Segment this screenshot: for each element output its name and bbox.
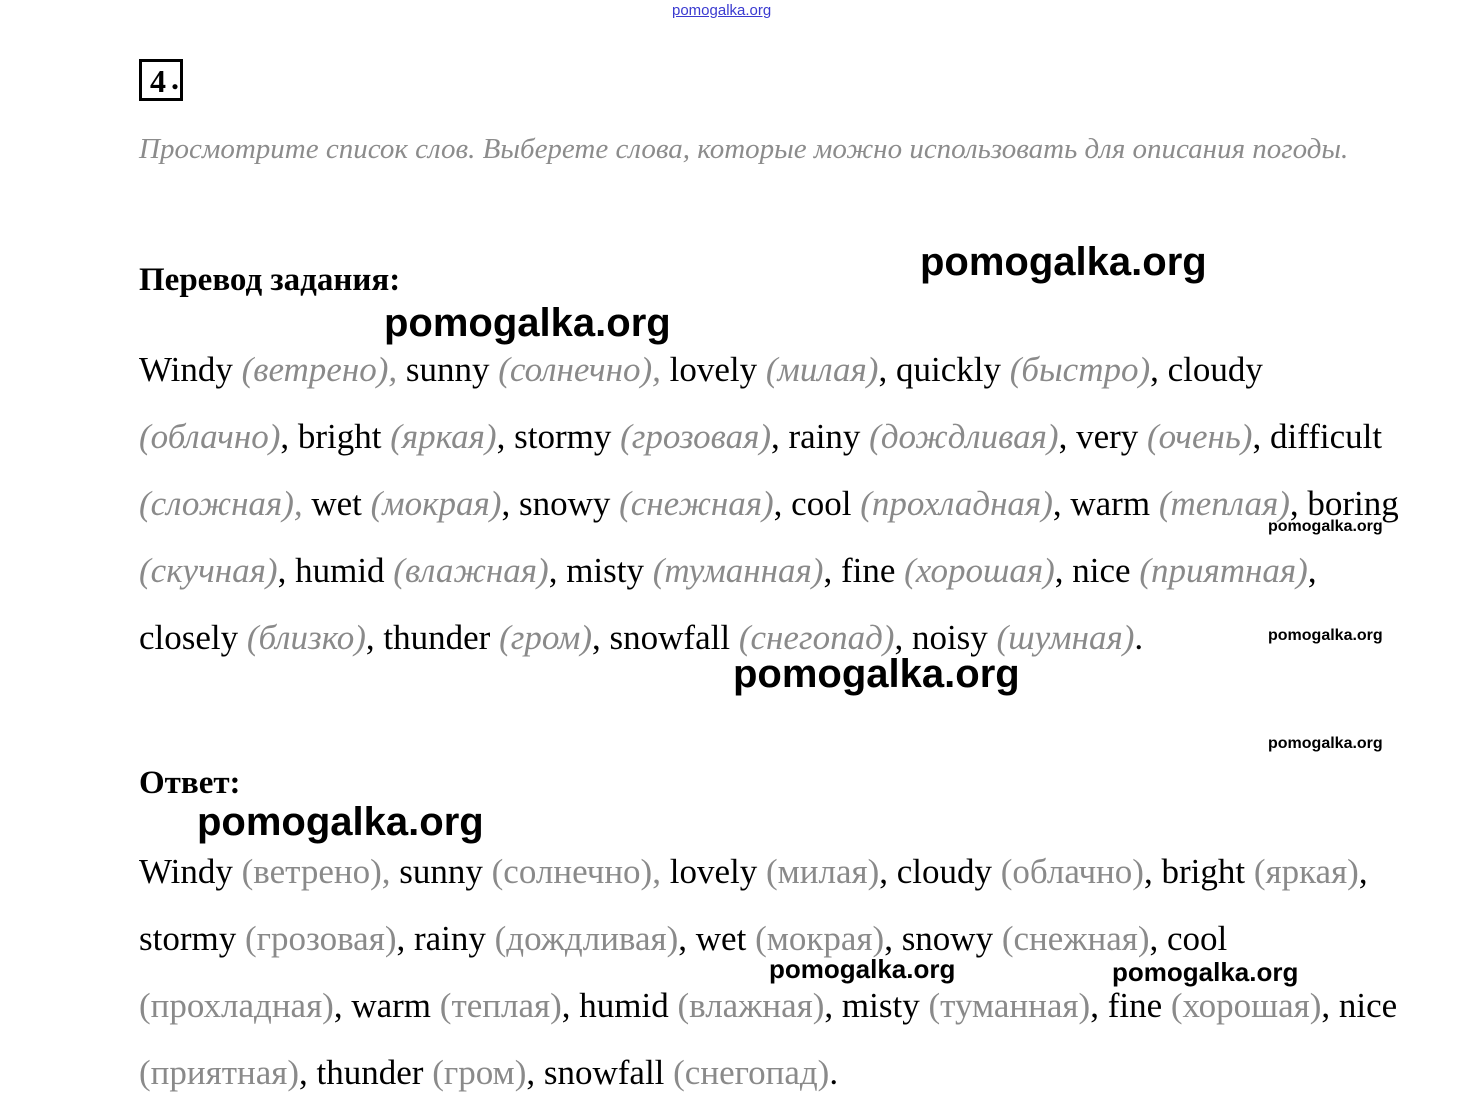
- word: snowfall: [609, 618, 731, 657]
- word: bright: [297, 417, 382, 456]
- word: closely: [139, 618, 239, 657]
- word-translation: (солнечно),: [491, 852, 661, 891]
- word: nice: [1072, 551, 1131, 590]
- sentence-end: .: [829, 1053, 839, 1092]
- word-translation: (снегопад): [673, 1053, 830, 1092]
- word: snowfall: [543, 1053, 665, 1092]
- word-translation: (сложная),: [139, 484, 303, 523]
- word-translation: (облачно): [1000, 852, 1144, 891]
- word-translation: (прохладная): [139, 986, 334, 1025]
- word-translation: (снежная): [1001, 919, 1150, 958]
- word-translation: (снегопад): [738, 618, 895, 657]
- word: snowy: [901, 919, 994, 958]
- word-translation: (дождливая): [494, 919, 679, 958]
- word: stormy: [514, 417, 612, 456]
- word: warm: [1070, 484, 1151, 523]
- word-translation: (ветрено),: [241, 350, 398, 389]
- word: Windy: [139, 350, 233, 389]
- watermark: pomogalka.org: [920, 240, 1207, 284]
- word-translation: (хорошая): [904, 551, 1055, 590]
- watermark: pomogalka.org: [1268, 518, 1383, 535]
- word: wet: [695, 919, 747, 958]
- word: thunder: [316, 1053, 424, 1092]
- word: humid: [295, 551, 385, 590]
- word-translation: (шумная): [996, 618, 1135, 657]
- watermark: pomogalka.org: [1268, 627, 1383, 644]
- top-watermark-link[interactable]: pomogalka.org: [672, 2, 772, 19]
- word-translation: (хорошая): [1170, 986, 1322, 1025]
- word: cool: [791, 484, 852, 523]
- word-translation: (скучная): [139, 551, 278, 590]
- word-translation: (яркая): [390, 417, 497, 456]
- word-translation: (милая): [765, 350, 879, 389]
- word-translation: (облачно): [139, 417, 281, 456]
- word: quickly: [895, 350, 1001, 389]
- word: very: [1076, 417, 1139, 456]
- word: wet: [311, 484, 362, 523]
- word-translation: (милая): [765, 852, 880, 891]
- watermark: pomogalka.org: [197, 800, 484, 844]
- translation-heading: Перевод задания:: [139, 262, 401, 298]
- word-translation: (быстро): [1009, 350, 1151, 389]
- word-translation: (снежная): [619, 484, 774, 523]
- word: snowy: [518, 484, 611, 523]
- watermark: pomogalka.org: [769, 954, 956, 984]
- word-translation: (приятная): [139, 1053, 300, 1092]
- word-translation: (мокрая): [755, 919, 885, 958]
- watermark: pomogalka.org: [1268, 735, 1383, 752]
- word: fine: [1107, 986, 1163, 1025]
- word: cloudy: [1167, 350, 1263, 389]
- word-translation: (близко): [246, 618, 366, 657]
- word: bright: [1161, 852, 1246, 891]
- word: cloudy: [896, 852, 993, 891]
- word-translation: (мокрая): [370, 484, 502, 523]
- word-translation: (солнечно),: [498, 350, 661, 389]
- exercise-number: 4: [150, 63, 166, 99]
- word: lovely: [669, 350, 758, 389]
- word-translation: (туманная): [928, 986, 1091, 1025]
- word-translation: (яркая): [1253, 852, 1359, 891]
- word-translation: (очень): [1147, 417, 1253, 456]
- word: sunny: [405, 350, 490, 389]
- word-translation: (теплая): [1158, 484, 1290, 523]
- word: lovely: [669, 852, 758, 891]
- word-translation: (прохладная): [860, 484, 1053, 523]
- word: humid: [579, 986, 669, 1025]
- word-translation: (дождливая): [869, 417, 1059, 456]
- word-translation: (туманная): [652, 551, 824, 590]
- word: Windy: [139, 852, 233, 891]
- word: thunder: [383, 618, 491, 657]
- word-translation: (приятная): [1139, 551, 1308, 590]
- word: stormy: [139, 919, 237, 958]
- word: sunny: [399, 852, 483, 891]
- word: warm: [351, 986, 432, 1025]
- word-translation: (влажная): [393, 551, 549, 590]
- word: rainy: [788, 417, 861, 456]
- word-translation: (ветрено),: [241, 852, 391, 891]
- word: fine: [840, 551, 896, 590]
- word: nice: [1338, 986, 1398, 1025]
- watermark: pomogalka.org: [384, 301, 671, 345]
- sentence-end: .: [1134, 618, 1144, 657]
- word: noisy: [911, 618, 988, 657]
- translation-paragraph: Windy (ветрено), sunny (солнечно), lovely (милая), quickly (быстро), cloudy (облачно), bright (яркая), stormy (грозовая), rainy (дождливая), very (очень), difficult (сложная), wet (мокрая), snowy (снежная), cool (прохладная), warm (теплая), boring (скучная), humid (влажная), misty (туманная), fine (хорошая), nice (приятная), closely (близко), thunder (гром), snowfall (снегопад), noisy (шумная).: [139, 350, 1399, 657]
- task-instruction: Просмотрите список слов. Выберете слова, которые можно использовать для описания погоды.: [139, 133, 1349, 165]
- word-translation: (грозовая): [620, 417, 771, 456]
- exercise-number-dot: .: [171, 60, 179, 96]
- watermark: pomogalka.org: [1112, 957, 1299, 987]
- word: rainy: [413, 919, 486, 958]
- watermark: pomogalka.org: [733, 652, 1020, 696]
- word-translation: (теплая): [439, 986, 562, 1025]
- answer-heading: Ответ:: [139, 765, 241, 801]
- word: misty: [566, 551, 644, 590]
- word: cool: [1167, 919, 1228, 958]
- word: difficult: [1269, 417, 1383, 456]
- word-translation: (влажная): [677, 986, 825, 1025]
- word-translation: (грозовая): [244, 919, 397, 958]
- answer-paragraph: Windy (ветрено), sunny (солнечно), lovely (милая), cloudy (облачно), bright (яркая), stormy (грозовая), rainy (дождливая), wet (мокрая), snowy (снежная), cool (прохладная), warm (теплая), humid (влажная), misty (туманная), fine (хорошая), nice (приятная), thunder (гром), snowfall (снегопад).: [139, 852, 1398, 1092]
- word-translation: (гром): [499, 618, 593, 657]
- word: misty: [841, 986, 920, 1025]
- word: boring: [1307, 484, 1399, 523]
- word-translation: (гром): [432, 1053, 527, 1092]
